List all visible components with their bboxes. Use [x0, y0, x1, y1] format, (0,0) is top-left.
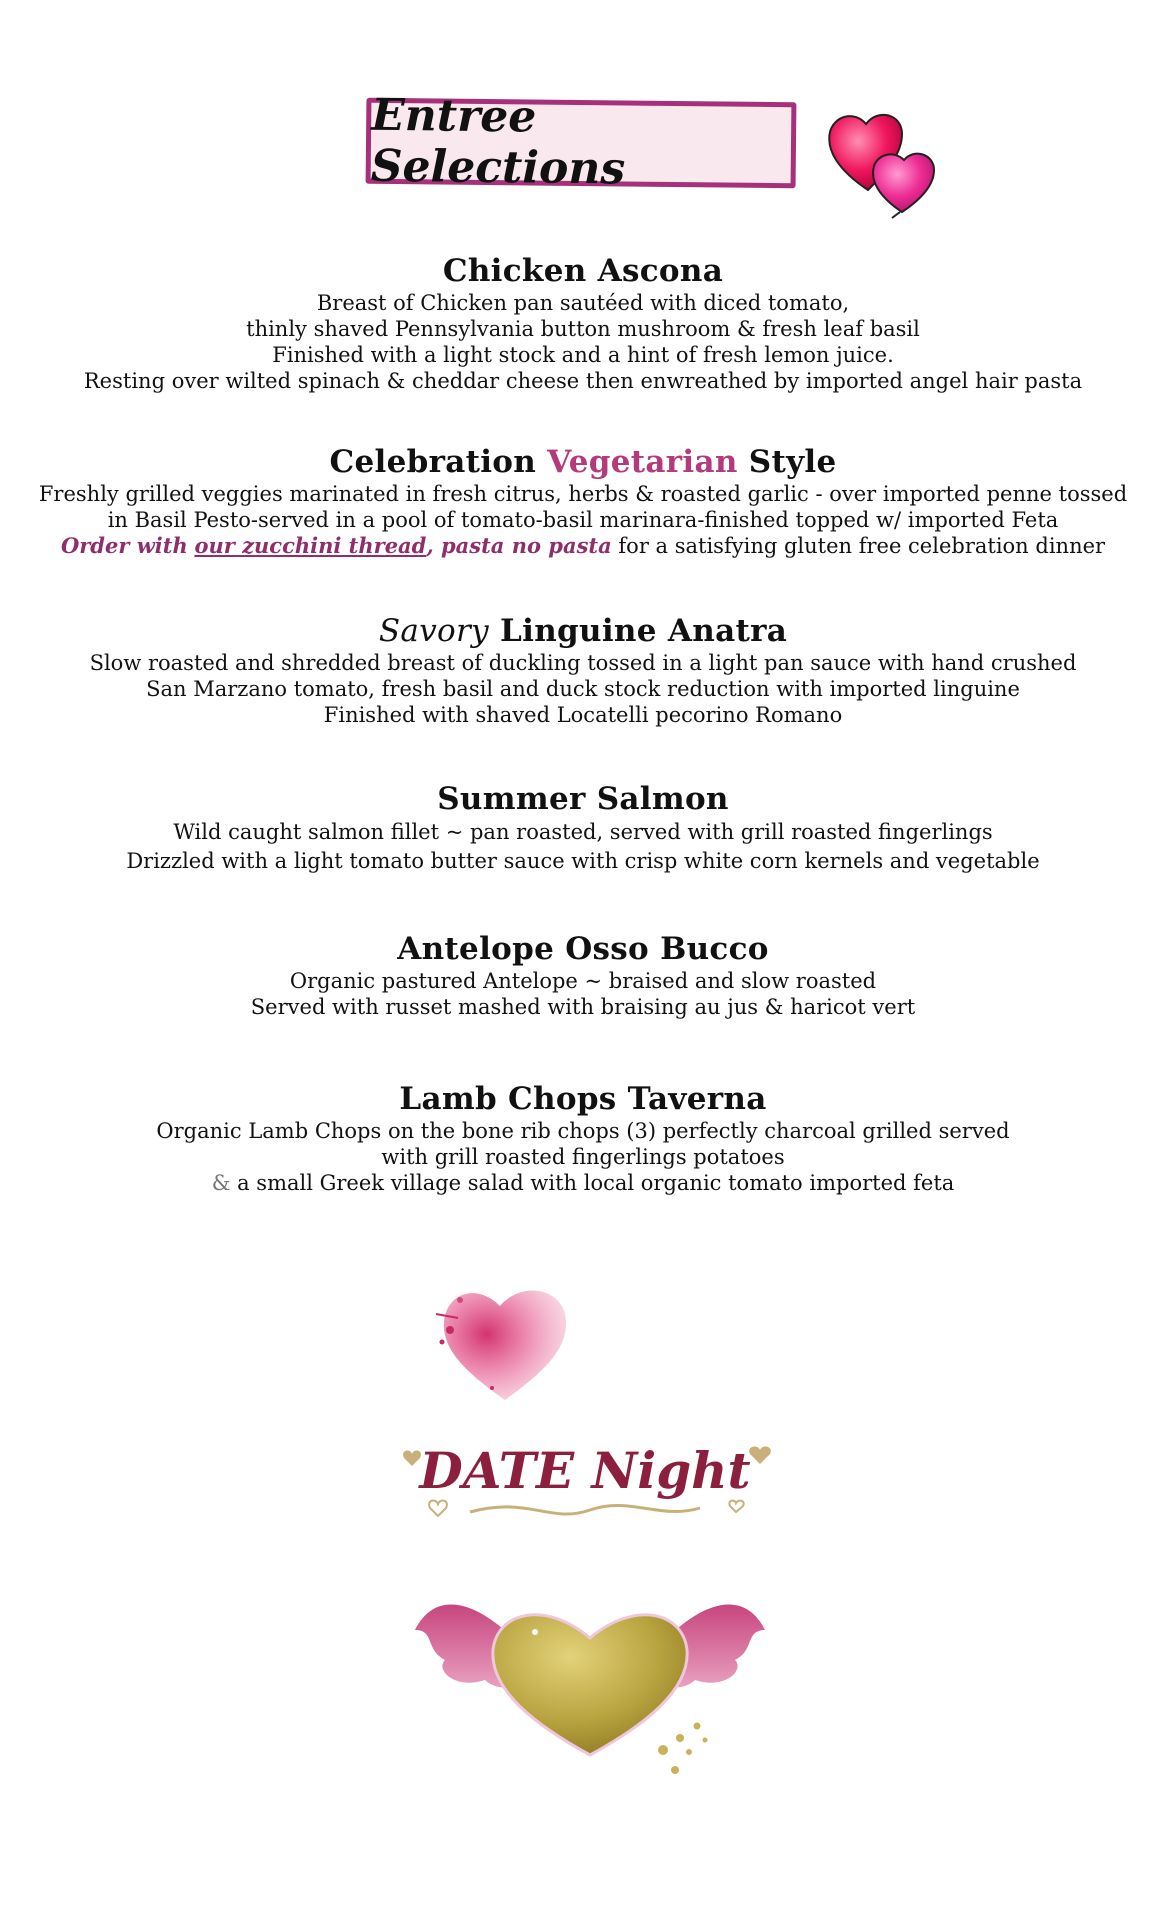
dish-title-pre: Savory [378, 613, 489, 649]
dish-desc-line: Organic Lamb Chops on the bone rib chops (3) perfectly charcoal grilled served [156, 1119, 1010, 1143]
date-night-logo [390, 1420, 780, 1540]
dish-title: Chicken Ascona [442, 253, 724, 289]
title-box [366, 89, 797, 195]
desc-rest: a small Greek village salad with local organic tomato imported feta [237, 1171, 955, 1195]
title-banner [366, 89, 806, 195]
dish-title-post: Style [748, 444, 837, 480]
dish-desc-line: Drizzled with a light tomato butter sauce with crisp white corn kernels and vegetable [126, 849, 1040, 873]
dish-title: Antelope Osso Bucco [397, 931, 769, 967]
dish-desc-line: in Basil Pesto-served in a pool of tomato-basil marinara-finished topped w/ imported Feta [107, 508, 1059, 532]
dish-desc-line: Finished with shaved Locatelli pecorino Romano [323, 703, 843, 727]
entree-summer-salmon [0, 780, 1166, 876]
dish-desc-line: Wild caught salmon fillet ~ pan roasted, served with grill roasted fingerlings [173, 820, 993, 844]
dish-desc-line: Served with russet mashed with braising au jus & haricot vert [250, 995, 916, 1019]
dish-title-accent: Vegetarian [547, 444, 738, 480]
order-mid: , pasta no pasta [426, 533, 612, 558]
order-post: for a satisfying gluten free celebration dinner [618, 534, 1106, 558]
dish-desc-line: Freshly grilled veggies marinated in fresh citrus, herbs & roasted garlic - over imported penne tossed [38, 482, 1128, 506]
dish-title [0, 612, 1166, 650]
dish-title-main: Linguine Anatra [500, 613, 788, 649]
entree-chicken-ascona [0, 252, 1166, 394]
dish-title: Summer Salmon [437, 781, 729, 817]
dish-desc-line [0, 1170, 1166, 1196]
dish-desc-line: thinly shaved Pennsylvania button mushroom & fresh leaf basil [246, 317, 920, 341]
dish-order-line [0, 533, 1166, 559]
dish-desc-line: Resting over wilted spinach & cheddar cheese then enwreathed by imported angel hair pasta [83, 369, 1083, 393]
dish-desc-line: Organic pastured Antelope ~ braised and slow roasted [289, 969, 877, 993]
entree-antelope-osso-bucco [0, 930, 1166, 1020]
dish-desc-line: Finished with a light stock and a hint of fresh lemon juice. [272, 343, 894, 367]
ampersand: & [211, 1171, 231, 1195]
dish-title [0, 443, 1166, 481]
watercolor-heart-icon [430, 1270, 580, 1410]
dish-title: Lamb Chops Taverna [399, 1081, 767, 1117]
entree-lamb-chops-taverna [0, 1080, 1166, 1196]
winged-heart-icon [405, 1540, 775, 1790]
dish-desc-line: San Marzano tomato, fresh basil and duck stock reduction with imported linguine [146, 677, 1020, 701]
two-hearts-icon [820, 100, 960, 220]
dish-desc-line: with grill roasted fingerlings potatoes [381, 1145, 785, 1169]
zucchini-thread-link[interactable]: our zucchini thread [194, 533, 427, 558]
page-title: Entree Selections [370, 89, 626, 195]
dish-desc-line: Slow roasted and shredded breast of duckling tossed in a light pan sauce with hand crushed [89, 651, 1077, 675]
entree-celebration-vegetarian [0, 443, 1166, 559]
entree-linguine-anatra [0, 612, 1166, 728]
dish-desc-line: Breast of Chicken pan sautéed with diced tomato, [316, 291, 850, 315]
date-night-text: DATE Night [419, 1441, 751, 1500]
dish-title-pre: Celebration [329, 444, 537, 480]
order-pre: Order with [60, 533, 188, 558]
